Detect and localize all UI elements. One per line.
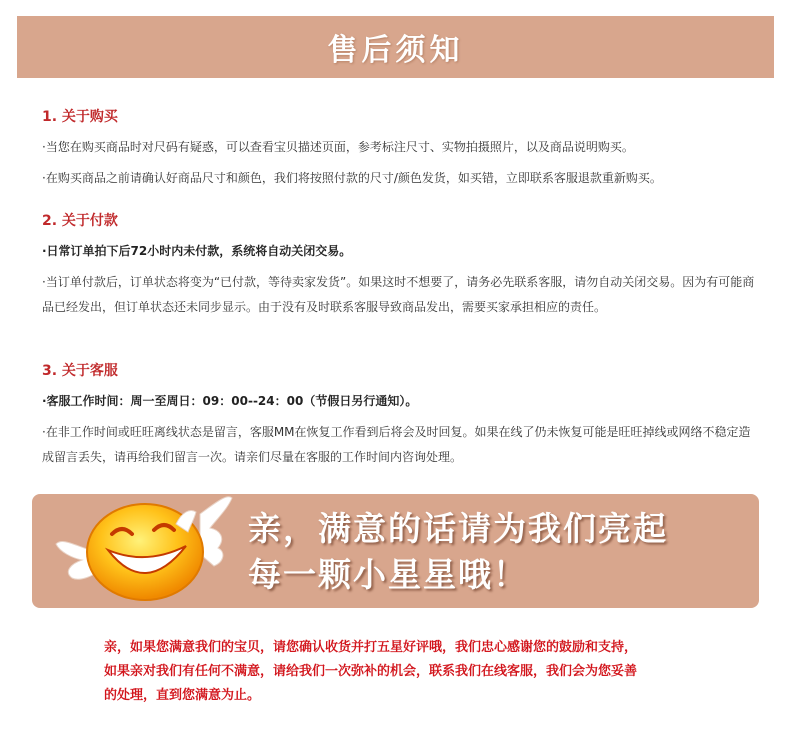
page-title: 售后须知 [327, 33, 464, 68]
banner-line-2: 每一颗小星星哦！ [248, 555, 528, 594]
section-title-service: 3. 关于客服 [42, 363, 118, 379]
page-header [17, 16, 774, 78]
smiley-thumbs-up-icon [50, 494, 240, 608]
purchase-note-confirm: ·在购买商品之前请确认好商品尺寸和颜色，我们将按照付款的尺寸/颜色发货，如买错，立即联系客服退款重新购买。 [42, 171, 662, 185]
section-service [42, 360, 756, 470]
closing-message: 亲，如果您满意我们的宝贝，请您确认收货并打五星好评哦，我们忠心感谢您的鼓励和支持，如果亲对我们有任何不满意，请给我们一次弥补的机会，联系我们在线客服，我们会为您妥善的处理，直到您满意为止。 [104, 640, 638, 703]
section-title-purchase: 1. 关于购买 [42, 109, 118, 125]
service-note-offline: ·在非工作时间或旺旺离线状态是留言，客服MM在恢复工作看到后将会及时回复。如果在线了仍未恢复可能是旺旺掉线或网络不稳定造成留言丢失，请再给我们留言一次。请亲们尽量在客服的工作时间内咨询处理。 [42, 425, 751, 464]
rating-banner [32, 494, 759, 608]
banner-text [248, 506, 748, 598]
payment-note-timeout: ·日常订单拍下后72小时内未付款，系统将自动关闭交易。 [42, 244, 352, 258]
service-hours: ·客服工作时间：周一至周日：09：00--24：00（节假日另行通知）。 [42, 394, 418, 408]
section-purchase [42, 106, 756, 191]
section-payment [42, 210, 756, 320]
purchase-note-size: ·当您在购买商品时对尺码有疑惑，可以查看宝贝描述页面，参考标注尺寸、实物拍摄照片，以及商品说明购买。 [42, 140, 634, 154]
section-title-payment: 2. 关于付款 [42, 213, 118, 229]
payment-note-status: ·当订单付款后，订单状态将变为“已付款，等待卖家发货”。如果这时不想要了，请务必先联系客服，请勿自动关闭交易。因为有可能商品已经发出，但订单状态还未同步显示。由于没有及时联系客服导致商品发出，需要买家承担相应的责任。 [42, 275, 755, 314]
banner-line-1: 亲，满意的话请为我们亮起 [248, 509, 668, 548]
